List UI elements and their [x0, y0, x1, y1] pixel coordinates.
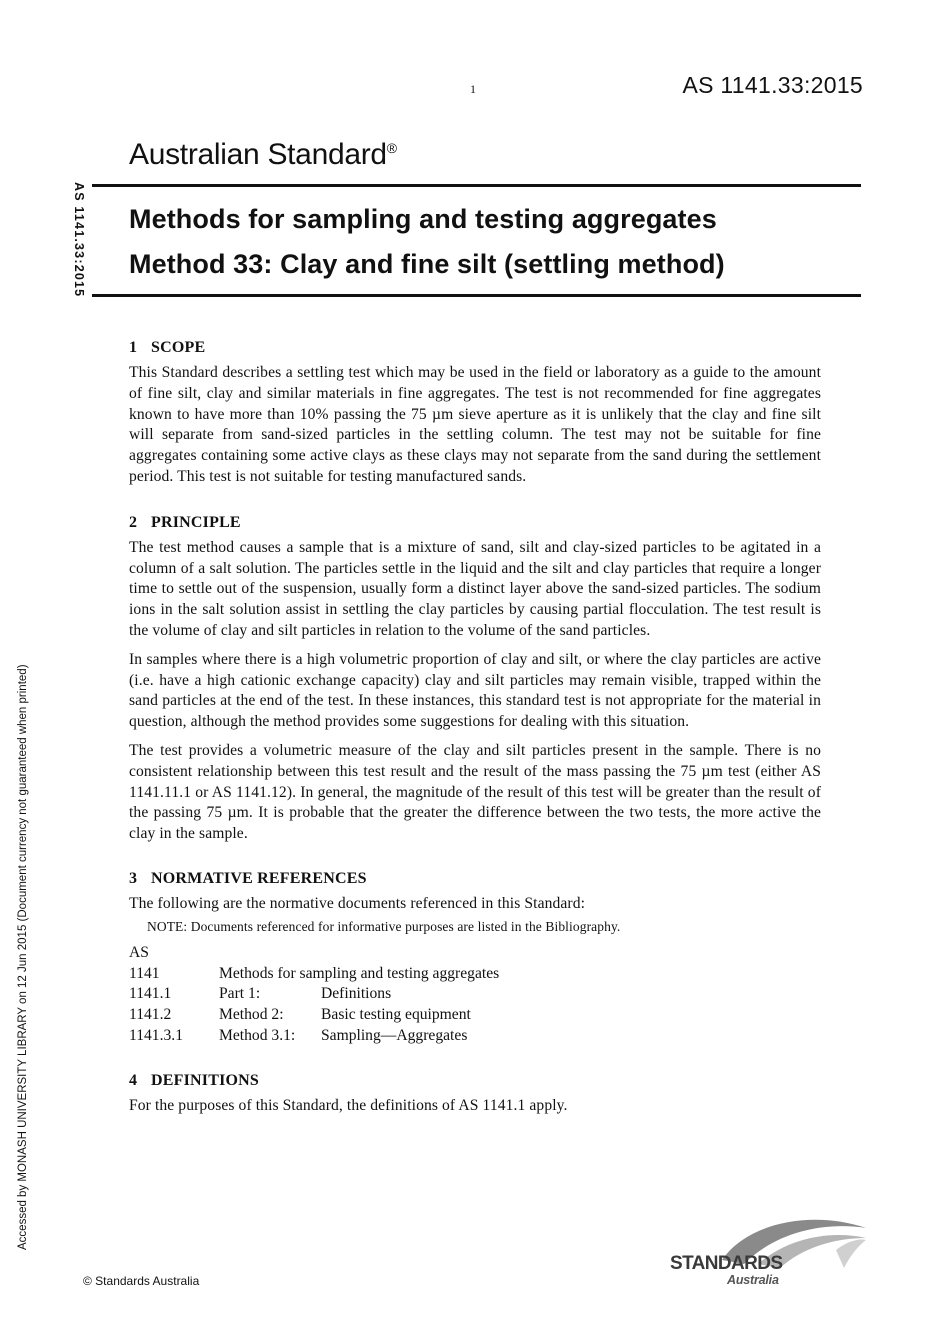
section-title: DEFINITIONS — [151, 1071, 260, 1089]
reference-part: Method 3.1: — [219, 1026, 296, 1044]
table-row — [129, 943, 499, 964]
paragraph: The test method causes a sample that is a mixture of sand, silt and clay-sized particles to be agitated in a column of a salt solution. The particles settle in the liquid and the silt and clay particles that require a longer time to settle out of the suspension, usually form a distinct layer above the sand-sized particles. The sodium ions in the salt solution assist in settling the clay particles by causing partial flocculation. The test result is the volume of clay and silt particles in relation to the volume of the sand particles. — [129, 538, 821, 639]
title-rule-bottom — [92, 294, 861, 297]
references-table — [129, 943, 499, 1047]
reference-title: Definitions — [321, 985, 392, 1003]
standards-australia-logo — [668, 1216, 868, 1288]
section-heading — [129, 870, 821, 888]
note: NOTE: Documents referenced for informative purposes are listed in the Bibliography. — [147, 918, 621, 934]
section-number: 1 — [129, 339, 138, 356]
section-heading — [129, 339, 821, 357]
section-heading — [129, 1072, 821, 1090]
document-body — [129, 339, 821, 1125]
table-row — [129, 984, 499, 1005]
reference-part: Part 1: — [219, 985, 261, 1003]
series-title-text: Australian Standard — [129, 138, 387, 171]
section-heading — [129, 514, 821, 532]
copyright-notice: © Standards Australia — [83, 1274, 200, 1288]
section-title: SCOPE — [151, 339, 206, 356]
series-title — [129, 138, 397, 172]
section-number: 4 — [129, 1071, 138, 1089]
document-title-line2: Method 33: Clay and fine silt (settling method) — [129, 249, 725, 279]
logo-subtitle: Australia — [727, 1273, 779, 1287]
table-row — [129, 1005, 499, 1026]
section-normative-references — [129, 870, 821, 1047]
reference-code: 1141.2 — [129, 1006, 172, 1024]
paragraph: For the purposes of this Standard, the definitions of AS 1141.1 apply. — [129, 1096, 568, 1114]
section-number: 3 — [129, 869, 138, 887]
table-row — [129, 964, 499, 985]
reference-title: Basic testing equipment — [321, 1006, 471, 1024]
page-number: 1 — [470, 82, 476, 96]
section-number: 2 — [129, 513, 138, 531]
paragraph: The following are the normative documents referenced in this Standard: — [129, 894, 586, 912]
reference-code: 1141.1 — [129, 985, 172, 1003]
standard-number: AS 1141.33:2015 — [682, 72, 863, 98]
section-title: NORMATIVE REFERENCES — [151, 869, 367, 887]
side-standard-code: AS 1141.33:2015 — [72, 182, 86, 298]
paragraph: This Standard describes a settling test which may be used in the field or laboratory as a guide to the amount of fine silt, clay and similar materials in fine aggregates. The test is not recommended for fine aggregates known to have more than 10% passing the 75 µm sieve aperture as it is unlikely that the clay and fine silt will separate from sand-sized particles in the settling column. The test may not be suitable for fine aggregates containing some active clays as these clays may not separate from the sand during the settlement period. This test is not suitable for testing manufactured sands. — [129, 364, 821, 485]
logo-wordmark: STANDARDS — [670, 1253, 783, 1274]
reference-part: Methods for sampling and testing aggregates — [219, 964, 500, 982]
section-principle — [129, 514, 821, 845]
reference-part: Method 2: — [219, 1006, 284, 1024]
section-scope — [129, 339, 821, 488]
table-row — [129, 1026, 499, 1047]
section-title: PRINCIPLE — [151, 513, 241, 531]
reference-code: 1141 — [129, 964, 160, 982]
document-title-line1: Methods for sampling and testing aggregates — [129, 204, 717, 234]
paragraph: The test provides a volumetric measure of the clay and silt particles present in the sample. There is no consistent relationship between this test result and the result of the mass passing the 75 µm test (either AS 1141.11.1 or AS 1141.12). In general, the magnitude of the result of this test will be greater than the result of the passing 75 µm. It is probable that the greater the difference between the two tests, the more active the clay in the sample. — [129, 741, 821, 843]
title-rule-top — [92, 184, 861, 187]
reference-code: 1141.3.1 — [129, 1026, 183, 1044]
registered-mark: ® — [386, 140, 397, 156]
reference-group: AS — [129, 943, 149, 961]
section-definitions — [129, 1072, 821, 1117]
side-access-note: Accessed by MONASH UNIVERSITY LIBRARY on 12 Jun 2015 (Document currency not guaranteed when printed) — [17, 664, 29, 1250]
reference-title: Sampling—Aggregates — [321, 1026, 468, 1044]
paragraph: In samples where there is a high volumetric proportion of clay and silt, or where the clay particles are active (i.e. have a high cationic exchange capacity) clay and silt particles may remain visible, trapped within the sand particles at the end of the test. In these instances, this standard test is not appropriate for the material in question, although the method provides some suggestions for dealing with this situation. — [129, 650, 821, 731]
